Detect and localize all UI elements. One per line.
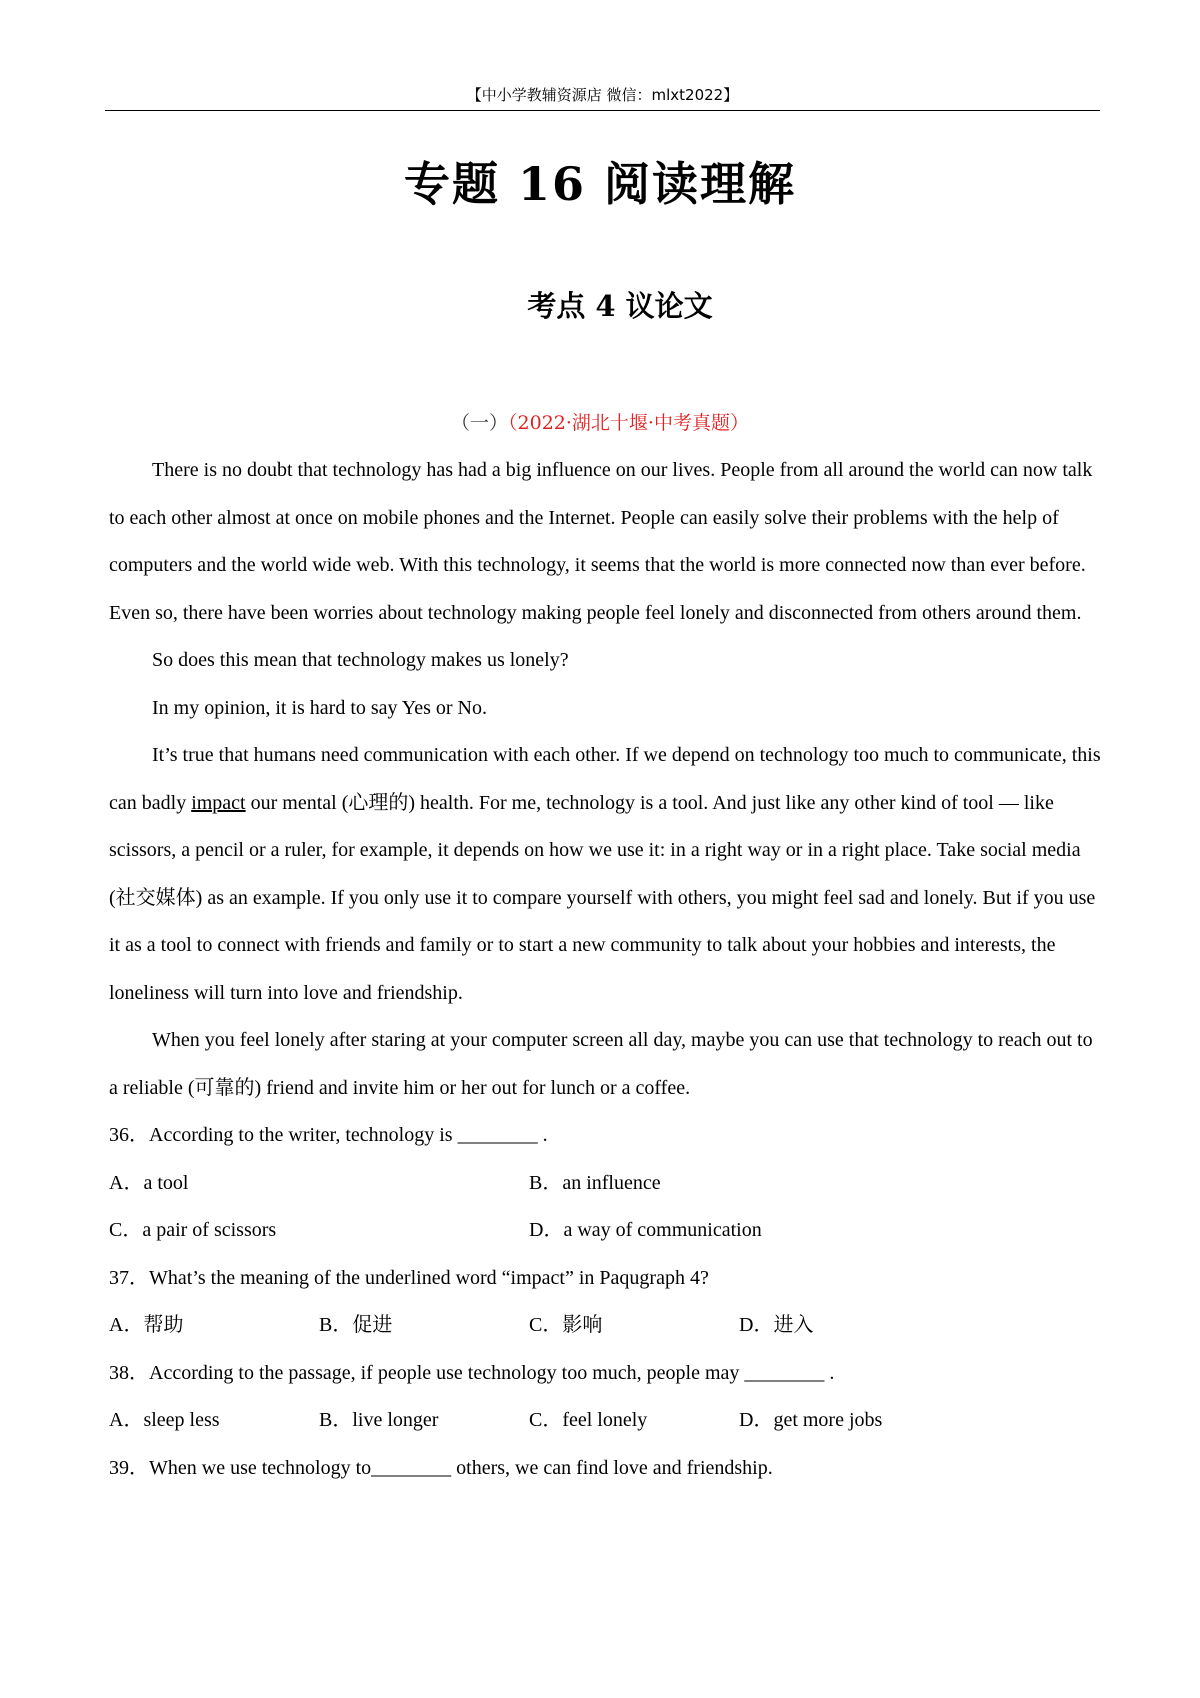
question-36-option-d: D．a way of communication xyxy=(529,1219,762,1241)
question-source xyxy=(0,408,1200,435)
question-36-options-row-1 xyxy=(109,1160,1101,1208)
paragraph-4-text-end: our mental (心理的) health. For me, technology is a tool. And just like any other kind of tool — like scissors, a pencil or a ruler, for example, it depends on how we use it: in a right way or in a right place. Take social media (社交媒体) as an example. If you only use it to compare yourself with others, you might feel sad and lonely. But if you use it as a tool to connect with friends and family or to start a new community to talk about your hobbies and interests, the loneliness will turn into love and friendship. xyxy=(109,791,1096,1004)
question-38-option-d: D．get more jobs xyxy=(739,1409,883,1431)
header-divider xyxy=(105,110,1100,111)
source-label: （2022·湖北十堰·中考真题） xyxy=(508,412,749,434)
page-title: 专题 16 阅读理解 xyxy=(403,157,797,211)
passage-paragraph-4 xyxy=(109,732,1101,1017)
question-36-option-a: A．a tool xyxy=(109,1171,189,1194)
passage-paragraph-3: In my opinion, it is hard to say Yes or No. xyxy=(152,696,487,719)
question-38-stem: 38．According to the passage, if people use technology too much, people may ________ . xyxy=(109,1361,835,1384)
question-36-stem: 36．According to the writer, technology is ________ . xyxy=(109,1124,548,1146)
question-37-option-d: D．进入 xyxy=(739,1314,814,1336)
question-38-options xyxy=(109,1397,1101,1445)
question-37-options xyxy=(109,1302,1101,1350)
question-38-option-b: B．live longer xyxy=(319,1409,439,1431)
question-36-options-row-2 xyxy=(109,1207,1101,1255)
passage-paragraph-2: So does this mean that technology makes us lonely? xyxy=(152,649,569,671)
paragraph-4-text-start: It’s true that humans need communication with each other. If we depend on technology too much to communicate, this can badly xyxy=(109,744,1101,814)
passage-number: （一） xyxy=(451,412,509,434)
question-38-option-a: A．sleep less xyxy=(109,1409,220,1431)
question-38-option-c: C．feel lonely xyxy=(529,1409,648,1431)
reading-content xyxy=(109,447,1101,1492)
question-36-option-b: B．an influence xyxy=(529,1171,661,1194)
question-37-option-c: C．影响 xyxy=(529,1314,603,1336)
question-37-stem: 37．What’s the meaning of the underlined word “impact” in Paqugraph 4? xyxy=(109,1266,709,1289)
passage-paragraph-1: There is no doubt that technology has had a big influence on our lives. People from all around the world can now talk to each other almost at once on mobile phones and the Internet. People can easily solve their problems with the help of computers and the world wide web. With this technology, it seems that the world is more connected now than ever before. Even so, there have been worries about technology making people feel lonely and disconnected from others around them. xyxy=(109,459,1093,624)
underlined-word: impact xyxy=(191,791,246,814)
question-37-option-a: A．帮助 xyxy=(109,1314,184,1336)
page-header: 【中小学教辅资源店 微信：mlxt2022】 xyxy=(466,86,739,104)
question-37-option-b: B．促进 xyxy=(319,1314,393,1336)
passage-paragraph-5: When you feel lonely after staring at your computer screen all day, maybe you can use that technology to reach out to a reliable (可靠的) friend and invite him or her out for lunch or a coffee. xyxy=(109,1029,1093,1099)
section-subtitle: 考点 4 议论文 xyxy=(527,289,713,323)
question-36-option-c: C．a pair of scissors xyxy=(109,1219,277,1241)
question-39-stem: 39．When we use technology to________ others, we can find love and friendship. xyxy=(109,1456,773,1479)
